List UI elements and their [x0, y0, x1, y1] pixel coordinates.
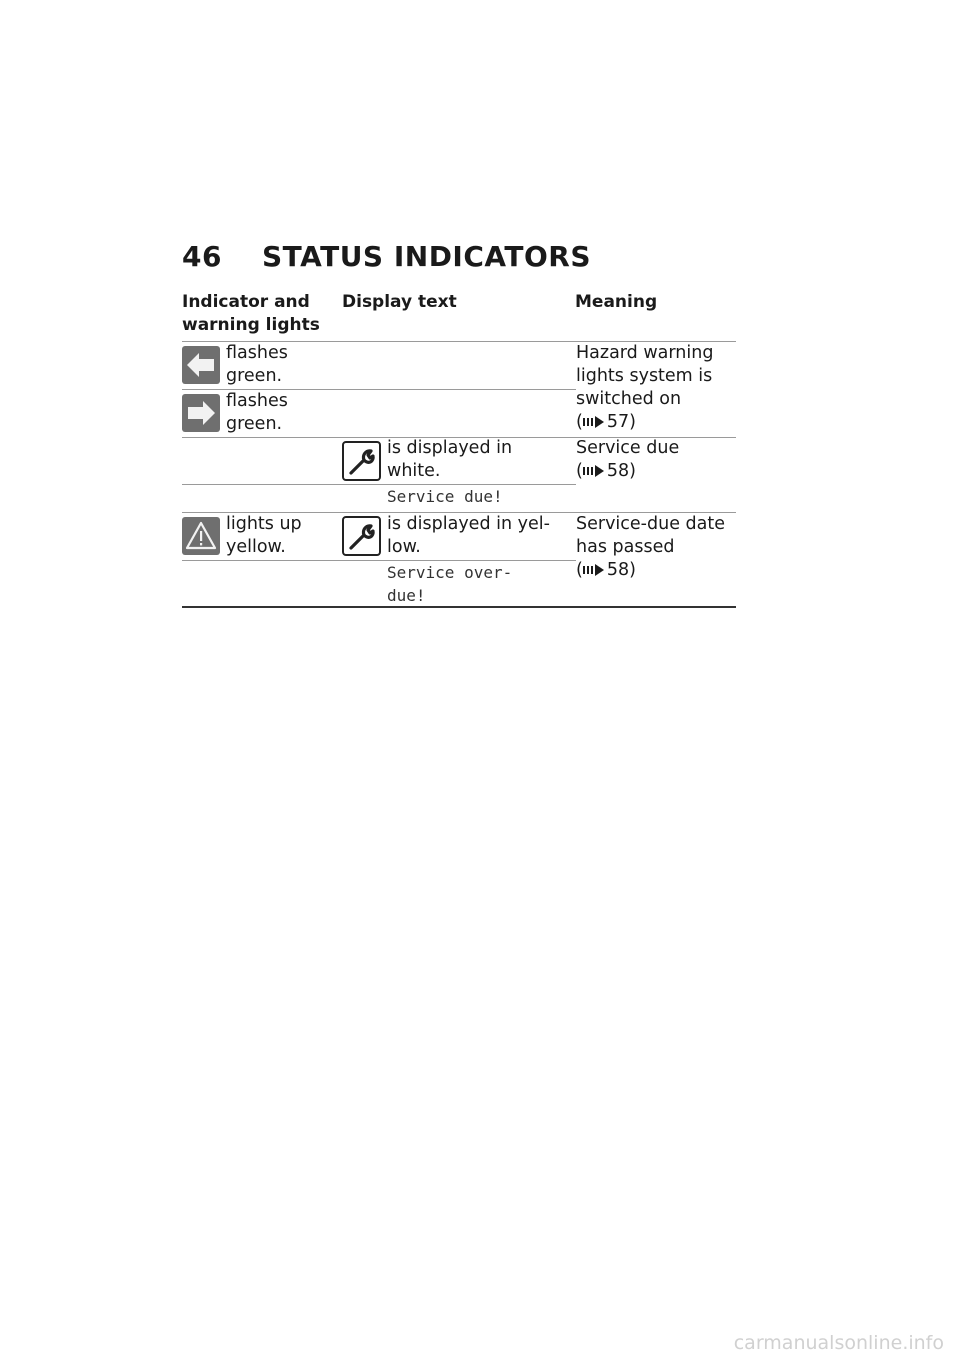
- display-message: Service over-due!: [387, 563, 513, 605]
- header-meaning: Meaning: [575, 292, 658, 312]
- meaning-hazard: Hazard warning lights system is switched on: [576, 343, 714, 409]
- page-title: STATUS INDICATORS: [262, 240, 592, 273]
- page-reference-arrow-icon: [583, 415, 605, 429]
- reference-hazard: ( 57): [576, 412, 636, 432]
- table-bottom-border: [182, 606, 736, 608]
- display-text: is displayed in yel-low.: [387, 514, 550, 557]
- page-header: [182, 240, 591, 273]
- arrow-left-icon: [182, 346, 220, 384]
- indicator-text: flashes green.: [226, 391, 288, 434]
- warning-triangle-icon: [182, 517, 220, 555]
- indicator-text: flashes green.: [226, 343, 288, 386]
- page-number: 46: [182, 240, 222, 273]
- header-display-text: Display text: [342, 292, 457, 312]
- meaning-service-due: Service due: [576, 438, 680, 458]
- meaning-service-overdue: Service-due date has passed: [576, 514, 725, 557]
- page-reference-arrow-icon: [583, 464, 605, 478]
- watermark: carmanualsonline.info: [733, 1332, 944, 1354]
- arrow-right-icon: [182, 394, 220, 432]
- header-indicator: Indicator and warning lights: [182, 292, 320, 335]
- indicator-text: lights up yellow.: [226, 514, 302, 557]
- reference-service-due: ( 58): [576, 461, 636, 481]
- wrench-icon: [342, 516, 381, 556]
- divider: [182, 484, 576, 485]
- wrench-icon: [342, 441, 381, 481]
- display-text: is displayed in white.: [387, 438, 513, 481]
- page-reference-arrow-icon: [583, 563, 605, 577]
- display-message: Service due!: [387, 487, 503, 506]
- reference-service-overdue: ( 58): [576, 560, 636, 580]
